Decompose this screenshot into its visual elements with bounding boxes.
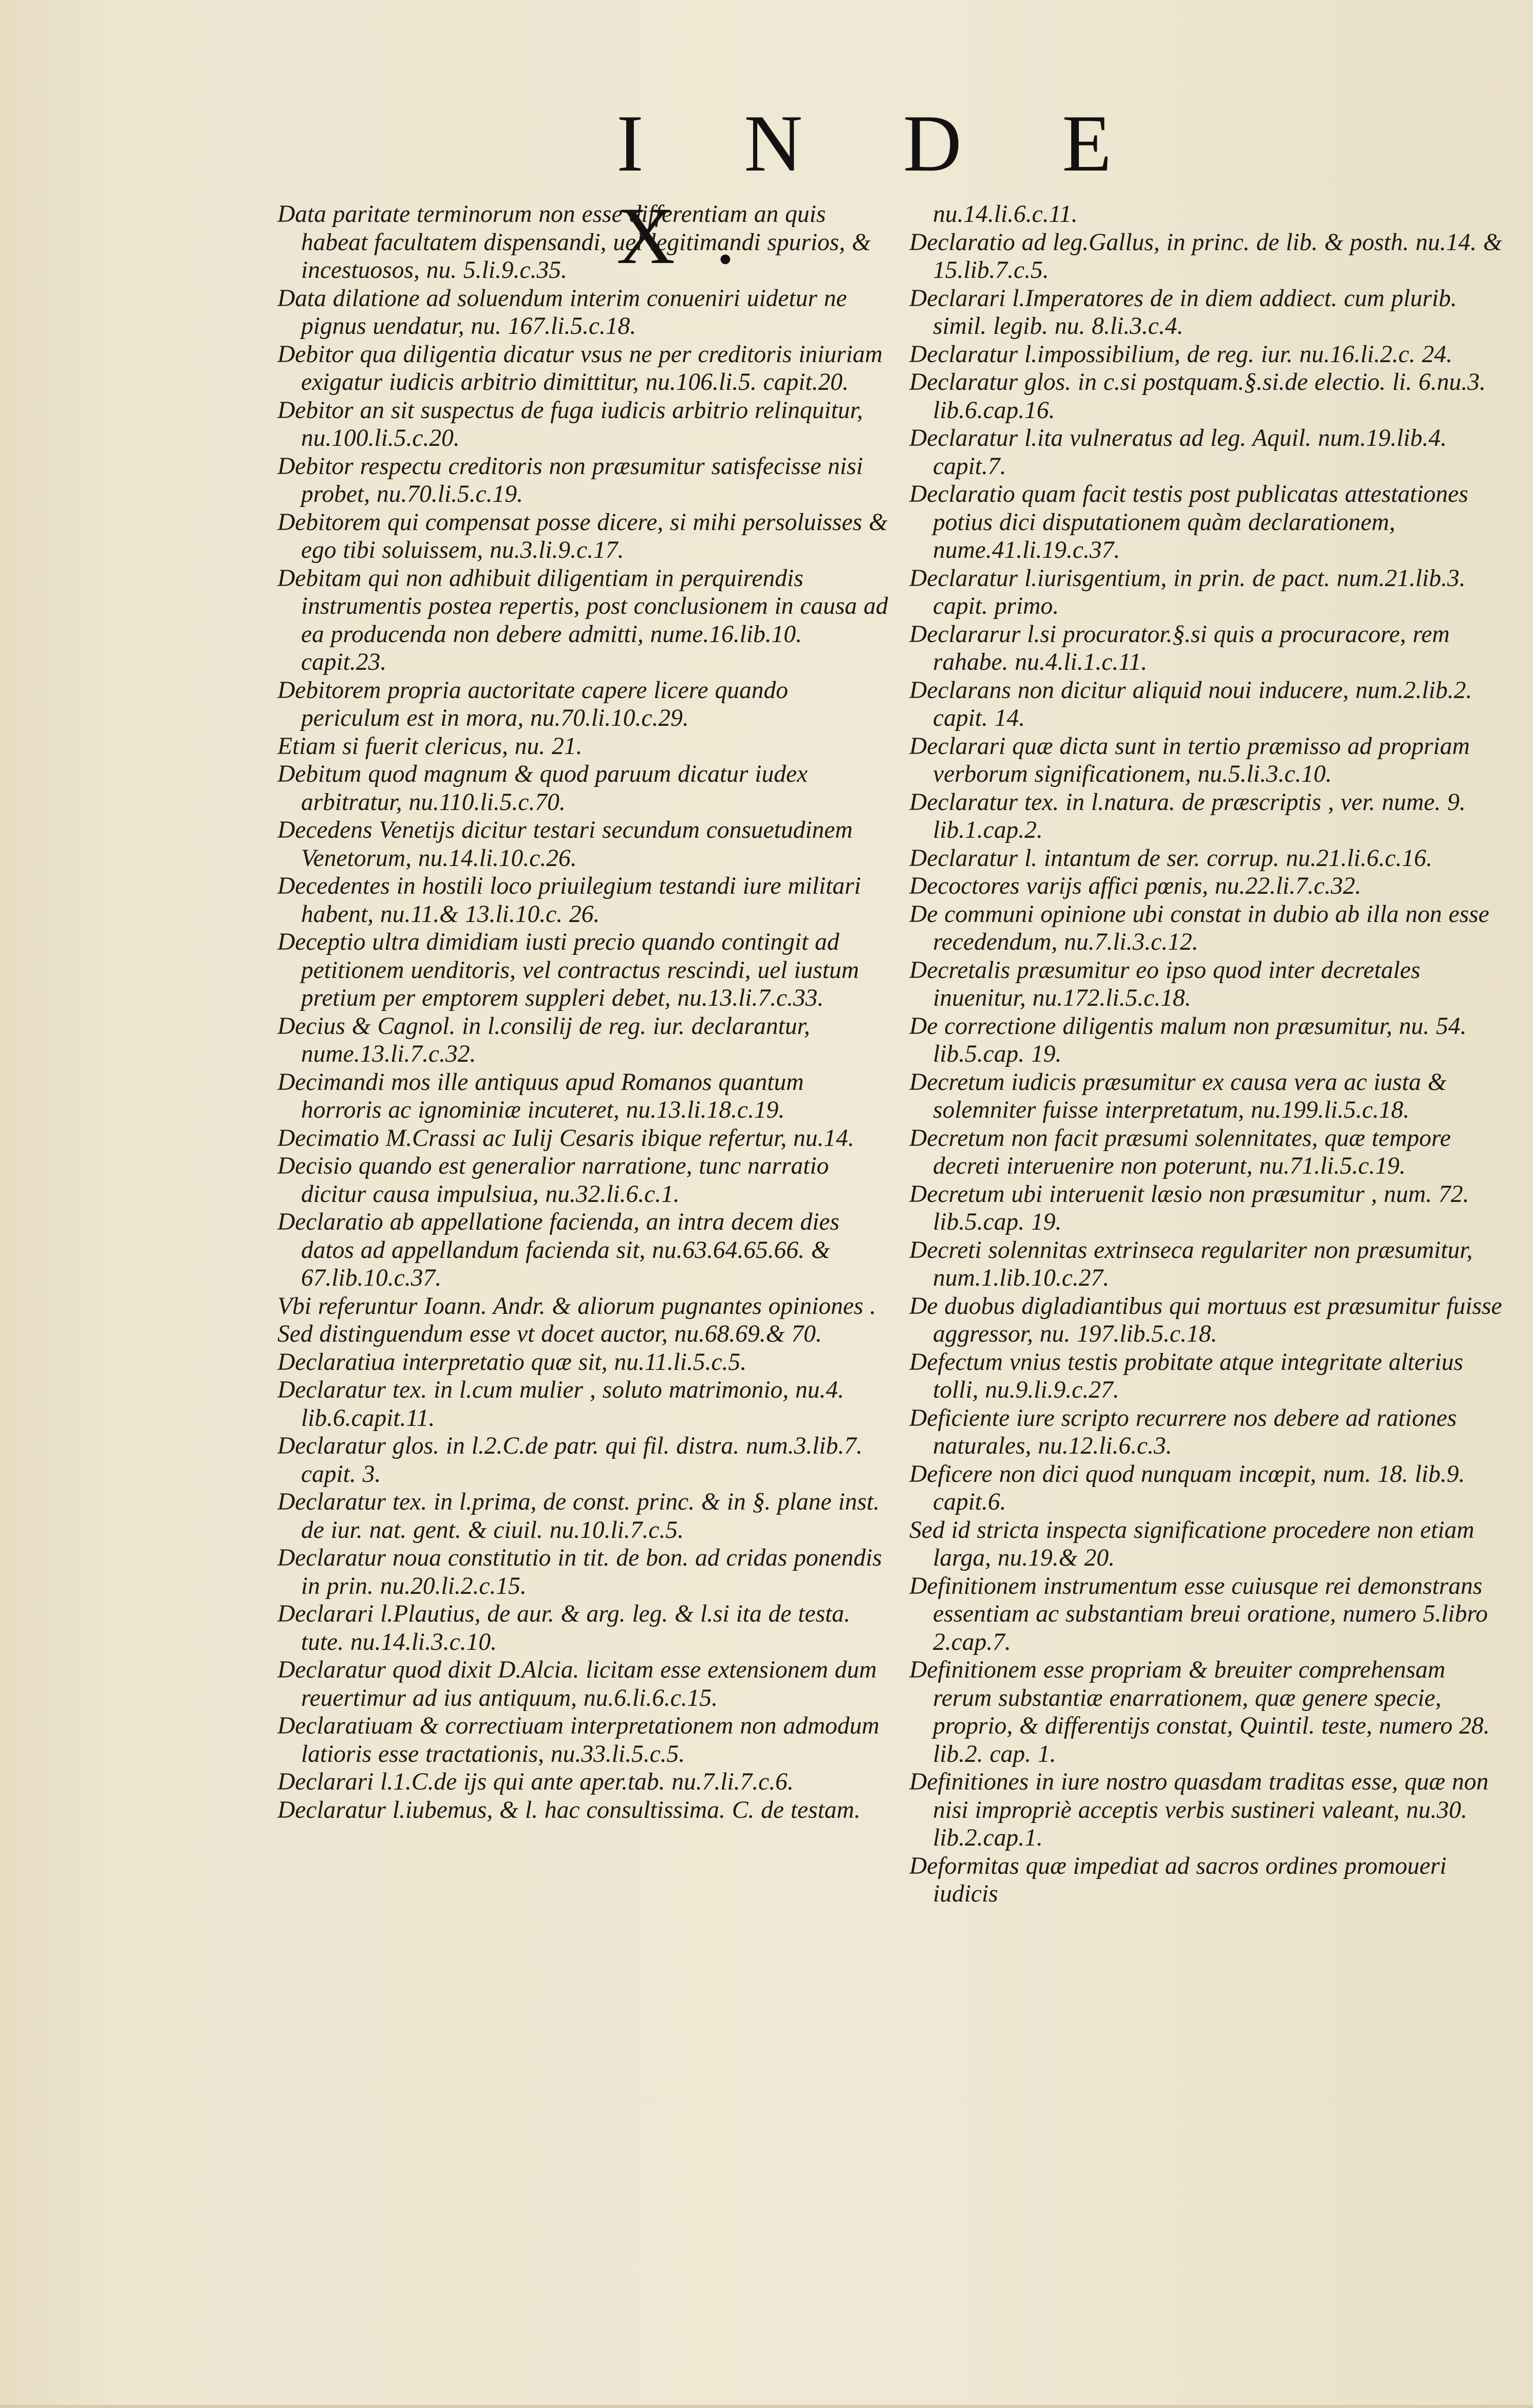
- index-entry: Debitam qui non adhibuit diligentiam in perquirendis instrumentis postea repertis, post conclusionem in causa ad ea producenda non debere admitti, nume.16.lib.10. capit.23.: [277, 565, 888, 675]
- index-entry: Declaratur tex. in l.prima, de const. princ. & in §. plane inst. de iur. nat. gent. & ciuil. nu.10.li.7.c.5.: [277, 1489, 880, 1544]
- index-column-left: [277, 200, 889, 1824]
- index-entry: Declaratiua interpretatio quæ sit, nu.11.li.5.c.5.: [277, 1348, 747, 1376]
- index-entry: Debitor an sit suspectus de fuga iudicis arbitrio relinquitur, nu.100.li.5.c.20.: [277, 397, 863, 452]
- page-edge: [0, 2405, 1533, 2408]
- index-entry: Debitum quod magnum & quod paruum dicatur iudex arbitratur, nu.110.li.5.c.70.: [277, 761, 808, 816]
- index-entry: De communi opinione ubi constat in dubio ab illa non esse recedendum, nu.7.li.3.c.12.: [909, 900, 1489, 955]
- index-entry: Declararur l.si procurator.§.si quis a procuracore, rem rahabe. nu.4.li.1.c.11.: [909, 620, 1450, 675]
- index-entry: Defectum vnius testis probitate atque integritate alterius tolli, nu.9.li.9.c.27.: [909, 1348, 1464, 1403]
- index-entry: Definitionem instrumentum esse cuiusque rei demonstrans essentiam ac substantiam breui oratione, numero 5.libro 2.cap.7.: [909, 1572, 1488, 1656]
- index-entry-continuation: nu.14.li.6.c.11.: [933, 201, 1078, 228]
- index-entry: Declaratur tex. in l.cum mulier , soluto matrimonio, nu.4. lib.6.capit.11.: [277, 1377, 845, 1432]
- index-entry: Declaratur l.iubemus, & l. hac consultissima. C. de testam.: [277, 1796, 861, 1823]
- index-entry: Declarans non dicitur aliquid noui inducere, num.2.lib.2. capit. 14.: [909, 676, 1472, 731]
- index-entry: Declaratur l.impossibilium, de reg. iur. nu.16.li.2.c. 24.: [909, 341, 1453, 368]
- index-entry: Decretalis præsumitur eo ipso quod inter decretales inuenitur, nu.172.li.5.c.18.: [909, 956, 1420, 1011]
- index-entry: Data paritate terminorum non esse differentiam an quis habeat facultatem dispensandi, uel legitimandi spurios, & incestuosos, nu. 5.li.9.c.35.: [277, 201, 871, 284]
- index-entry: Declarari l.Imperatores de in diem addiect. cum plurib. simil. legib. nu. 8.li.3.c.4.: [909, 285, 1457, 340]
- index-entry: Declaratio ab appellatione facienda, an intra decem dies datos ad appellandum facienda sit, nu.63.64.65.66. & 67.lib.10.c.37.: [277, 1209, 840, 1291]
- index-entry: Decedens Venetijs dicitur testari secundum consuetudinem Venetorum, nu.14.li.10.c.26.: [277, 817, 853, 872]
- index-entry: Declaratur tex. in l.natura. de præscriptis , ver. nume. 9. lib.1.cap.2.: [909, 788, 1466, 843]
- index-entry: Declarari l.Plautius, de aur. & arg. leg. & l.si ita de testa. tute. nu.14.li.3.c.10.: [277, 1601, 850, 1656]
- index-entry: Declaratur glos. in l.2.C.de patr. qui fil. distra. num.3.lib.7. capit. 3.: [277, 1433, 863, 1488]
- index-column-right: [909, 200, 1510, 1908]
- index-entry: Definitiones in iure nostro quasdam traditas esse, quæ non nisi impropriè acceptis verbis sustineri valeant, nu.30. lib.2.cap.1.: [909, 1769, 1489, 1851]
- index-entry: Debitorem qui compensat posse dicere, si mihi persoluisses & ego tibi soluissem, nu.3.li.9.c.17.: [277, 509, 888, 563]
- index-entry: Deformitas quæ impediat ad sacros ordines promoueri iudicis: [909, 1852, 1447, 1907]
- index-entry: Declaratur noua constitutio in tit. de bon. ad cridas ponendis in prin. nu.20.li.2.c.15.: [277, 1545, 882, 1600]
- index-entry: Declaratio quam facit testis post publicatas attestationes potius dici disputationem quàm declarationem, nume.41.li.19.c.37.: [909, 481, 1468, 563]
- index-entry: Declaratur glos. in c.si postquam.§.si.de electio. li. 6.nu.3. lib.6.cap.16.: [909, 369, 1486, 424]
- index-entry: Debitor qua diligentia dicatur vsus ne per creditoris iniuriam exigatur iudicis arbitrio dimittitur, nu.106.li.5. capit.20.: [277, 341, 883, 396]
- index-entry: Decimatio M.Crassi ac Iulij Cesaris ibique refertur, nu.14.: [277, 1124, 854, 1152]
- index-entry: Declarari l.1.C.de ijs qui ante aper.tab. nu.7.li.7.c.6.: [277, 1769, 794, 1795]
- index-entry: Declaratur quod dixit D.Alcia. licitam esse extensionem dum reuertimur ad ius antiquum, nu.6.li.6.c.15.: [277, 1657, 877, 1711]
- index-entry: Decimandi mos ille antiquus apud Romanos quantum horroris ac ignominiæ incuteret, nu.13.li.18.c.19.: [277, 1068, 804, 1123]
- index-entry: Vbi referuntur Ioann. Andr. & aliorum pugnantes opiniones .: [277, 1292, 876, 1320]
- index-entry: Decius & Cagnol. in l.consilij de reg. iur. declarantur, nume.13.li.7.c.32.: [277, 1012, 810, 1067]
- index-entry: Declaratio ad leg.Gallus, in princ. de lib. & posth. nu.14. & 15.lib.7.c.5.: [909, 229, 1502, 284]
- index-entry: Declaratur l. intantum de ser. corrup. nu.21.li.6.c.16.: [909, 844, 1432, 872]
- index-entry: De duobus digladiantibus qui mortuus est præsumitur fuisse aggressor, nu. 197.lib.5.c.18.: [909, 1292, 1502, 1347]
- index-entry: Decedentes in hostili loco priuilegium testandi iure militari habent, nu.11.& 13.li.10.c. 26.: [277, 873, 861, 928]
- index-entry: Decretum ubi interuenit læsio non præsumitur , num. 72. lib.5.cap. 19.: [909, 1180, 1469, 1235]
- index-entry: Debitor respectu creditoris non præsumitur satisfecisse nisi probet, nu.70.li.5.c.19.: [277, 453, 863, 507]
- index-entry: Decoctores varijs affici pœnis, nu.22.li.7.c.32.: [909, 873, 1361, 899]
- index-entry: Decreti solennitas extrinseca regulariter non præsumitur, num.1.lib.10.c.27.: [909, 1236, 1473, 1291]
- index-entry: Etiam si fuerit clericus, nu. 21.: [277, 732, 583, 760]
- index-entry: Definitionem esse propriam & breuiter comprehensam rerum substantiæ enarrationem, quæ genere specie, proprio, & differentijs constat, Quintil. teste, numero 28. lib.2. cap. 1.: [909, 1657, 1490, 1767]
- index-entry: Deficiente iure scripto recurrere nos debere ad rationes naturales, nu.12.li.6.c.3.: [909, 1404, 1457, 1459]
- index-entry: Data dilatione ad soluendum interim conueniri uidetur ne pignus uendatur, nu. 167.li.5.c.18.: [277, 285, 847, 340]
- index-entry: Deceptio ultra dimidiam iusti precio quando contingit ad petitionem uenditoris, vel contractus rescindi, uel iustum pretium per emptorem suppleri debet, nu.13.li.7.c.33.: [277, 929, 859, 1011]
- index-entry: Sed id stricta inspecta significatione procedere non etiam larga, nu.19.& 20.: [909, 1516, 1474, 1571]
- page-title: I N D E X.: [616, 99, 1152, 281]
- index-entry: Declaratiuam & correctiuam interpretationem non admodum latioris esse tractationis, nu.33.li.5.c.5.: [277, 1713, 880, 1767]
- index-entry: Decretum non facit præsumi solennitates, quæ tempore decreti interuenire non poterunt, nu.71.li.5.c.19.: [909, 1124, 1451, 1179]
- index-entry: Declarari quæ dicta sunt in tertio præmisso ad propriam verborum significationem, nu.5.li.3.c.10.: [909, 732, 1470, 787]
- index-entry: Decretum iudicis præsumitur ex causa vera ac iusta & solemniter fuisse interpretatum, nu.199.li.5.c.18.: [909, 1068, 1447, 1123]
- index-entry: Declaratur l.iurisgentium, in prin. de pact. num.21.lib.3. capit. primo.: [909, 565, 1466, 619]
- index-entry: Deficere non dici quod nunquam incœpit, num. 18. lib.9. capit.6.: [909, 1460, 1465, 1515]
- index-entry: De correctione diligentis malum non præsumitur, nu. 54. lib.5.cap. 19.: [909, 1012, 1467, 1067]
- index-entry: Sed distinguendum esse vt docet auctor, nu.68.69.& 70.: [277, 1321, 822, 1347]
- index-entry: Declaratur l.ita vulneratus ad leg. Aquil. num.19.lib.4. capit.7.: [909, 425, 1447, 480]
- index-entry: Decisio quando est generalior narratione, tunc narratio dicitur causa impulsiua, nu.32.li.6.c.1.: [277, 1153, 829, 1208]
- index-entry: Debitorem propria auctoritate capere licere quando periculum est in mora, nu.70.li.10.c.29.: [277, 676, 788, 731]
